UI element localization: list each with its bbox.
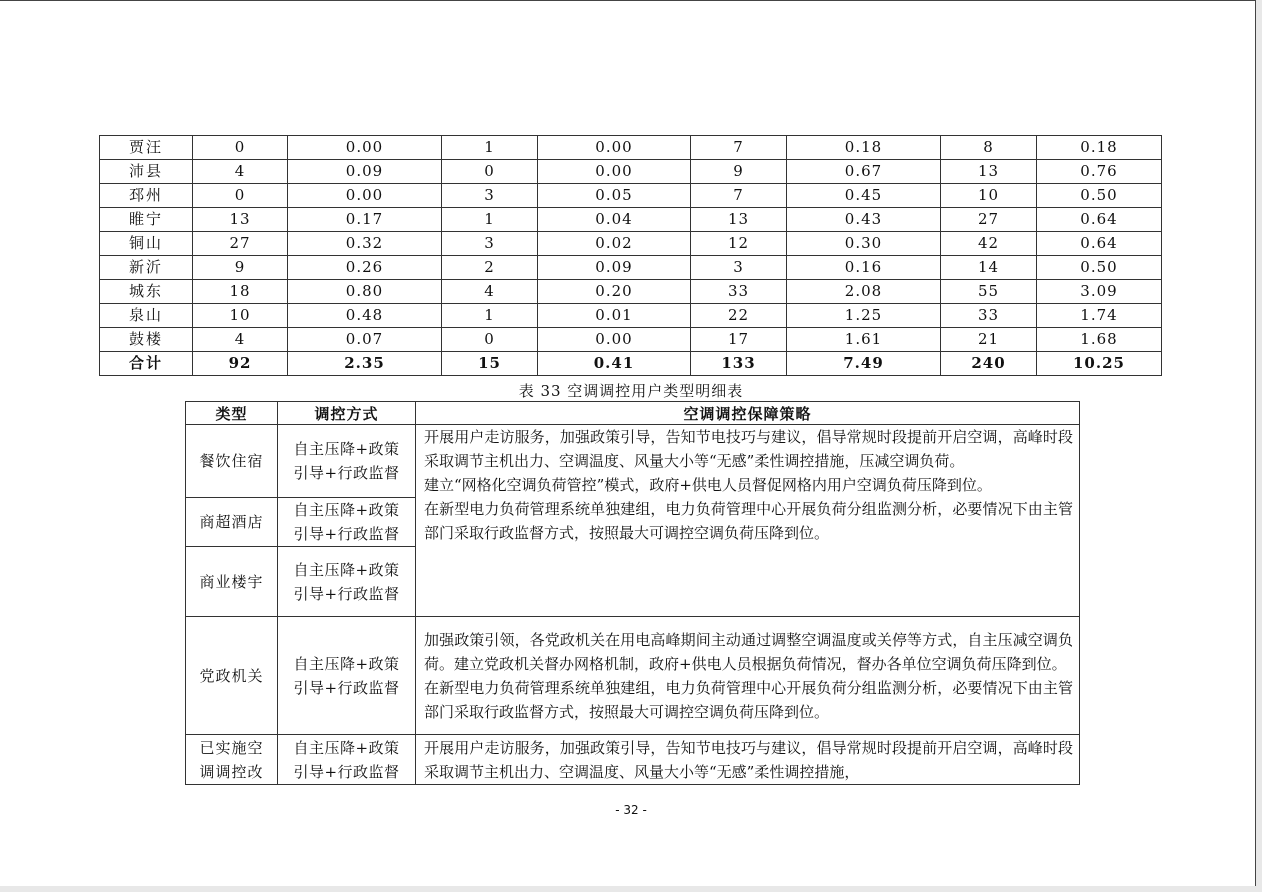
value-cell: 0: [442, 160, 538, 184]
value-cell: 3: [691, 256, 787, 280]
type-cell: [186, 735, 278, 785]
table-caption: 表 33 空调调控用户类型明细表: [518, 382, 744, 400]
type-label: 党政机关: [199, 666, 264, 685]
value-cell: 0.50: [1037, 184, 1162, 208]
method-line: 引导+行政监督: [293, 678, 400, 697]
header-type: 类型: [186, 402, 278, 425]
region-name-cell: 铜山: [100, 232, 193, 256]
value-cell: 0.67: [787, 160, 941, 184]
region-name-cell: 睢宁: [100, 208, 193, 232]
value-cell: 0.16: [787, 256, 941, 280]
statistics-table: [99, 135, 1162, 376]
table-row: [100, 232, 1162, 256]
value-cell: 0.02: [538, 232, 691, 256]
type-label: 商超酒店: [199, 513, 264, 531]
value-cell: 0.20: [538, 280, 691, 304]
value-cell: 0.07: [288, 328, 442, 352]
region-name-cell: 合计: [100, 352, 193, 376]
type-cell: [186, 498, 278, 547]
value-cell: 4: [193, 328, 288, 352]
header-strategy: 空调调控保障策略: [416, 402, 1080, 425]
value-cell: 0.80: [288, 280, 442, 304]
strategy-paragraph: 开展用户走访服务，加强政策引导，告知节电技巧与建议，倡导常规时段提前开启空调，高峰时段采取调节主机出力、空调温度、风量大小等“无感”柔性调控措施，: [424, 738, 1073, 781]
method-line: 引导+行政监督: [293, 525, 400, 543]
strategy-table: [185, 401, 1080, 785]
strategy-cell: [416, 617, 1080, 735]
value-cell: 15: [442, 352, 538, 376]
value-cell: 1.25: [787, 304, 941, 328]
value-cell: 55: [941, 280, 1037, 304]
method-cell: [278, 425, 416, 498]
method-line: 引导+行政监督: [293, 584, 400, 603]
value-cell: 0.09: [538, 256, 691, 280]
value-cell: 33: [691, 280, 787, 304]
value-cell: 0.32: [288, 232, 442, 256]
strategy-cell: [416, 735, 1080, 785]
strategy-paragraph: 加强政策引领，各党政机关在用电高峰期间主动通过调整空调温度或关停等方式，自主压减空调负荷。建立党政机关督办网格机制，政府+供电人员根据负荷情况，督办各单位空调负荷压降到位。: [424, 630, 1073, 673]
page-edge: [1256, 0, 1262, 892]
value-cell: 4: [193, 160, 288, 184]
page-number: - 32 -: [615, 803, 647, 817]
value-cell: 0.76: [1037, 160, 1162, 184]
value-cell: 240: [941, 352, 1037, 376]
region-name-cell: 泉山: [100, 304, 193, 328]
value-cell: 27: [941, 208, 1037, 232]
method-line: 自主压降+政策: [293, 501, 400, 519]
strategy-paragraph: 在新型电力负荷管理系统单独建组，电力负荷管理中心开展负荷分组监测分析，必要情况下由主管部门采取行政监督方式，按照最大可调控空调负荷压降到位。: [424, 678, 1073, 721]
strategy-paragraph: 开展用户走访服务，加强政策引导，告知节电技巧与建议，倡导常规时段提前开启空调，高峰时段采取调节主机出力、空调温度、风量大小等“无感”柔性调控措施，压减空调负荷。: [424, 428, 1073, 470]
value-cell: 4: [442, 280, 538, 304]
value-cell: 3.09: [1037, 280, 1162, 304]
value-cell: 9: [691, 160, 787, 184]
type-label: 餐饮住宿: [199, 452, 264, 470]
region-name-cell: 贾汪: [100, 136, 193, 160]
value-cell: 0.00: [538, 136, 691, 160]
region-name-cell: 城东: [100, 280, 193, 304]
table-row: [100, 160, 1162, 184]
type-label: 商业楼宇: [199, 572, 264, 591]
value-cell: 0.00: [538, 160, 691, 184]
page-edge: [0, 886, 1262, 892]
strategy-cell: [416, 425, 1080, 617]
value-cell: 18: [193, 280, 288, 304]
value-cell: 21: [941, 328, 1037, 352]
table-row: [100, 328, 1162, 352]
value-cell: 1.61: [787, 328, 941, 352]
table-row: [100, 184, 1162, 208]
value-cell: 1: [442, 304, 538, 328]
value-cell: 2.08: [787, 280, 941, 304]
value-cell: 0.18: [1037, 136, 1162, 160]
value-cell: 0.41: [538, 352, 691, 376]
value-cell: 13: [193, 208, 288, 232]
method-line: 引导+行政监督: [293, 762, 400, 781]
region-name-cell: 鼓楼: [100, 328, 193, 352]
table-row: [100, 256, 1162, 280]
method-line: 自主压降+政策: [293, 440, 400, 458]
value-cell: 0.18: [787, 136, 941, 160]
value-cell: 27: [193, 232, 288, 256]
value-cell: 42: [941, 232, 1037, 256]
value-cell: 22: [691, 304, 787, 328]
value-cell: 2: [442, 256, 538, 280]
value-cell: 10: [193, 304, 288, 328]
value-cell: 0.01: [538, 304, 691, 328]
region-name-cell: 邳州: [100, 184, 193, 208]
method-line: 引导+行政监督: [293, 464, 400, 482]
strategy-paragraph: 建立“网格化空调负荷管控”模式，政府+供电人员督促网格内用户空调负荷压降到位。: [424, 476, 992, 494]
table-header-row: [186, 402, 1080, 425]
value-cell: 0.43: [787, 208, 941, 232]
table-row: [100, 136, 1162, 160]
table-row: [186, 617, 1080, 735]
value-cell: 33: [941, 304, 1037, 328]
value-cell: 3: [442, 232, 538, 256]
value-cell: 0.48: [288, 304, 442, 328]
value-cell: 2.35: [288, 352, 442, 376]
value-cell: 9: [193, 256, 288, 280]
value-cell: 0.00: [538, 328, 691, 352]
total-row: [100, 352, 1162, 376]
value-cell: 12: [691, 232, 787, 256]
region-name-cell: 新沂: [100, 256, 193, 280]
type-cell: [186, 547, 278, 617]
table-row: [186, 425, 1080, 498]
value-cell: 1.74: [1037, 304, 1162, 328]
method-cell: [278, 617, 416, 735]
value-cell: 0.26: [288, 256, 442, 280]
value-cell: 0.09: [288, 160, 442, 184]
value-cell: 0: [442, 328, 538, 352]
value-cell: 0.45: [787, 184, 941, 208]
value-cell: 10.25: [1037, 352, 1162, 376]
table-row: [186, 735, 1080, 785]
value-cell: 3: [442, 184, 538, 208]
method-cell: [278, 498, 416, 547]
strategy-paragraph: 在新型电力负荷管理系统单独建组，电力负荷管理中心开展负荷分组监测分析，必要情况下由主管部门采取行政监督方式，按照最大可调控空调负荷压降到位。: [424, 500, 1073, 542]
table-row: [100, 304, 1162, 328]
method-cell: [278, 735, 416, 785]
value-cell: 7.49: [787, 352, 941, 376]
value-cell: 0.00: [288, 184, 442, 208]
value-cell: 1: [442, 208, 538, 232]
value-cell: 1: [442, 136, 538, 160]
method-line: 自主压降+政策: [293, 560, 400, 579]
value-cell: 7: [691, 136, 787, 160]
value-cell: 0.64: [1037, 232, 1162, 256]
value-cell: 92: [193, 352, 288, 376]
type-line: 已实施空: [199, 738, 264, 757]
value-cell: 8: [941, 136, 1037, 160]
header-method: 调控方式: [278, 402, 416, 425]
type-line: 调调控改: [199, 762, 264, 781]
method-line: 自主压降+政策: [293, 654, 400, 673]
value-cell: 0.64: [1037, 208, 1162, 232]
type-cell: [186, 617, 278, 735]
value-cell: 133: [691, 352, 787, 376]
value-cell: 13: [941, 160, 1037, 184]
table-row: [100, 280, 1162, 304]
value-cell: 0.00: [288, 136, 442, 160]
value-cell: 10: [941, 184, 1037, 208]
value-cell: 0.50: [1037, 256, 1162, 280]
value-cell: 1.68: [1037, 328, 1162, 352]
value-cell: 0.05: [538, 184, 691, 208]
value-cell: 0: [193, 184, 288, 208]
table-row: [100, 208, 1162, 232]
method-line: 自主压降+政策: [293, 738, 400, 757]
value-cell: 0.30: [787, 232, 941, 256]
value-cell: 14: [941, 256, 1037, 280]
value-cell: 17: [691, 328, 787, 352]
method-cell: [278, 547, 416, 617]
value-cell: 0: [193, 136, 288, 160]
type-cell: [186, 425, 278, 498]
region-name-cell: 沛县: [100, 160, 193, 184]
value-cell: 7: [691, 184, 787, 208]
value-cell: 0.04: [538, 208, 691, 232]
value-cell: 0.17: [288, 208, 442, 232]
value-cell: 13: [691, 208, 787, 232]
